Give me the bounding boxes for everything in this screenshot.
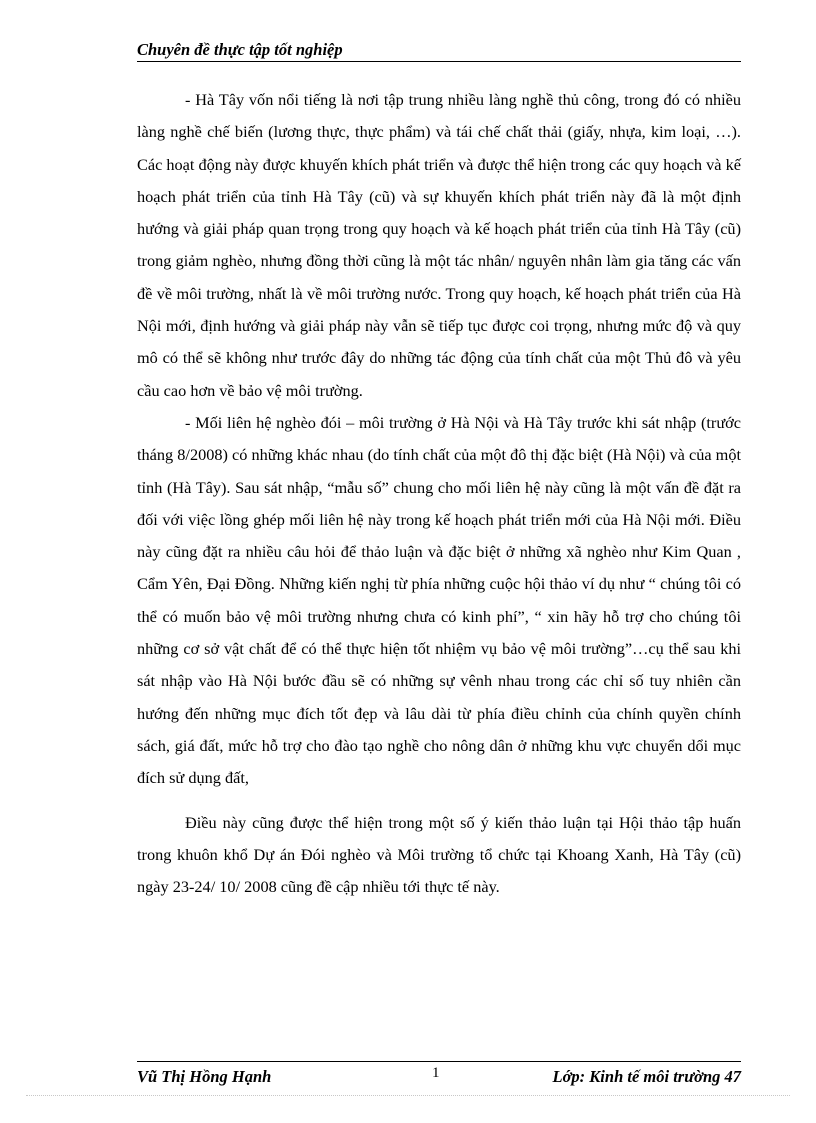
header-divider — [137, 61, 741, 62]
document-header-title: Chuyên đề thực tập tốt nghiệp — [137, 40, 343, 59]
paragraph-ha-tay-craft-villages: - Hà Tây vốn nổi tiếng là nơi tập trung nhiều làng nghề thủ công, trong đó có nhiều làng nghề chế biến (lương thực, thực phẩm) và tái chế chất thải (giấy, nhựa, kim loại, …). Các hoạt động này được khuyến khích phát triển và được thể hiện trong các quy hoạch và kế hoạch phát triển của tỉnh Hà Tây (cũ) và sự khuyến khích phát triển này đã là một định hướng và giải pháp quan trọng trong quy hoạch và kế hoạch phát triển của tỉnh Hà Tây (cũ) trong giảm nghèo, nhưng đồng thời cũng là một tác nhân/ nguyên nhân làm gia tăng các vấn đề về môi trường, nhất là về môi trường nước. Trong quy hoạch, kế hoạch phát triển của Hà Nội mới, định hướng và giải pháp này vẫn sẽ tiếp tục được coi trọng, nhưng mức độ và quy mô có thể sẽ không như trước đây do những tác động của tính chất của một Thủ đô và yêu cầu cao hơn về bảo vệ môi trường. — [137, 90, 741, 400]
page-number: 1 — [432, 1065, 440, 1081]
footer-author: Vũ Thị Hồng Hạnh — [137, 1067, 272, 1086]
footer-divider — [137, 1061, 741, 1062]
paragraph-poverty-environment-link: - Mối liên hệ nghèo đói – môi trường ở Hà Nội và Hà Tây trước khi sát nhập (trước tháng 8/2008) có những khác nhau (do tính chất của một đô thị đặc biệt (Hà Nội) và của một tỉnh (Hà Tây). Sau sát nhập, “mẫu số” chung cho mối liên hệ này cũng là một vấn đề đặt ra đối với việc lồng ghép mối liên hệ này trong kế hoạch phát triển mới của Hà Nội mới. Điều này cũng đặt ra nhiều câu hỏi để thảo luận và đặc biệt ở những xã nghèo như Kim Quan , Cẩm Yên, Đại Đồng. Những kiến nghị từ phía những cuộc hội thảo ví dụ như “ chúng tôi có thể có muốn bảo vệ môi trường nhưng chưa có kinh phí”, “ xin hãy hỗ trợ cho chúng tôi những cơ sở vật chất để có thể thực hiện tốt nhiệm vụ bảo vệ môi trường”…cụ thể sau khi sát nhập vào Hà Nội bước đầu sẽ có những sự vênh nhau trong các chỉ số tuy nhiên cần hướng đến những mục đích tốt đẹp và lâu dài từ phía điều chỉnh của chính quyền chính sách, giá đất, mức hỗ trợ cho đào tạo nghề cho nông dân ở những khu vực chuyển dổi mục đích sử dụng đất, — [137, 412, 741, 788]
document-body — [137, 84, 741, 903]
footer-class-label: Lớp: Kinh tế môi trường 47 — [552, 1067, 741, 1086]
page-bottom-dotted-line — [26, 1095, 790, 1096]
paragraph-workshop-discussion: Điều này cũng được thể hiện trong một số ý kiến thảo luận tại Hội thảo tập huấn trong khuôn khổ Dự án Đói nghèo và Môi trường tổ chức tại Khoang Xanh, Hà Tây (cũ) ngày 23-24/ 10/ 2008 cũng đề cập nhiều tới thực tế này. — [137, 812, 741, 897]
